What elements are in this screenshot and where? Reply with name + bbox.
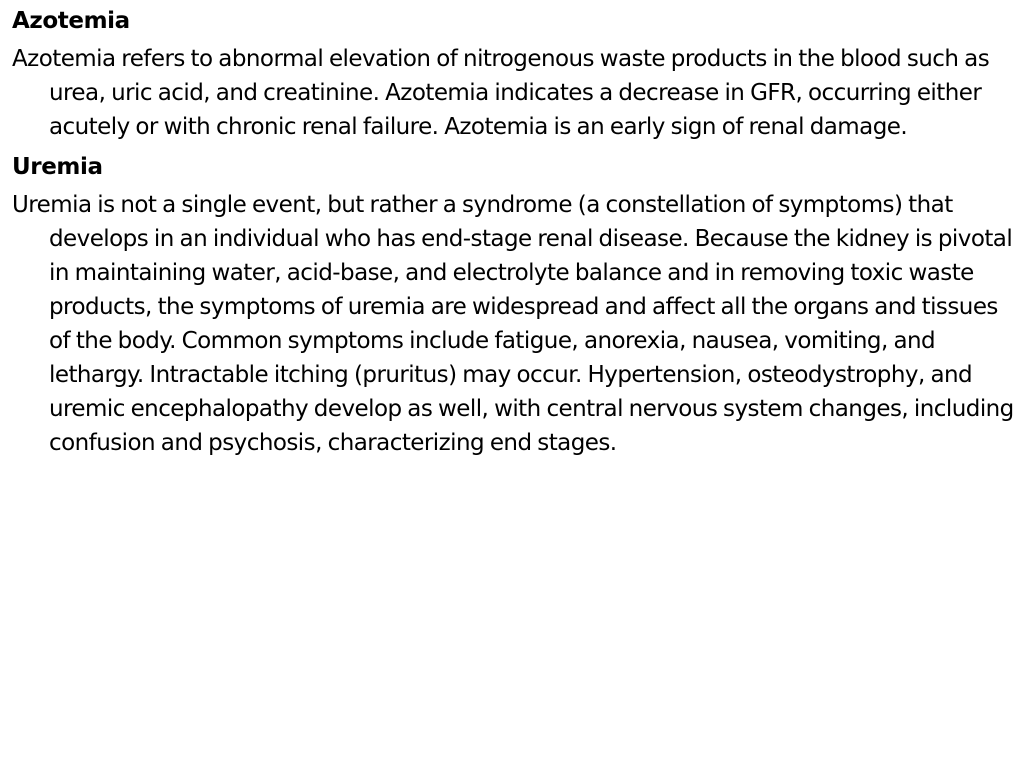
azotemia-heading: Azotemia [12,8,130,34]
azotemia-paragraph: Azotemia refers to abnormal elevation of nitrogenous waste products in the blood such as urea, uric acid, and creatinine. Azotemia indicates a decrease in GFR, occurring either acutely or with chronic renal failure. Azotemia is an early sign of renal damage. [12,46,990,140]
slide-content [12,4,1014,466]
uremia-paragraph: Uremia is not a single event, but rather a syndrome (a constellation of symptoms) that develops in an individual who has end-stage renal disease. Because the kidney is pivotal in maintaining water, acid-base, and electrolyte balance and in removing toxic waste products, the symptoms of uremia are widespread and affect all the organs and tissues of the body. Common symptoms include fatigue, anorexia, nausea, vomiting, and lethargy. Intractable itching (pruritus) may occur. Hypertension, osteodystrophy, and uremic encephalopathy develop as well, with central nervous system changes, including confusion and psychosis, characterizing end stages. [12,192,1014,456]
uremia-heading: Uremia [12,154,103,180]
